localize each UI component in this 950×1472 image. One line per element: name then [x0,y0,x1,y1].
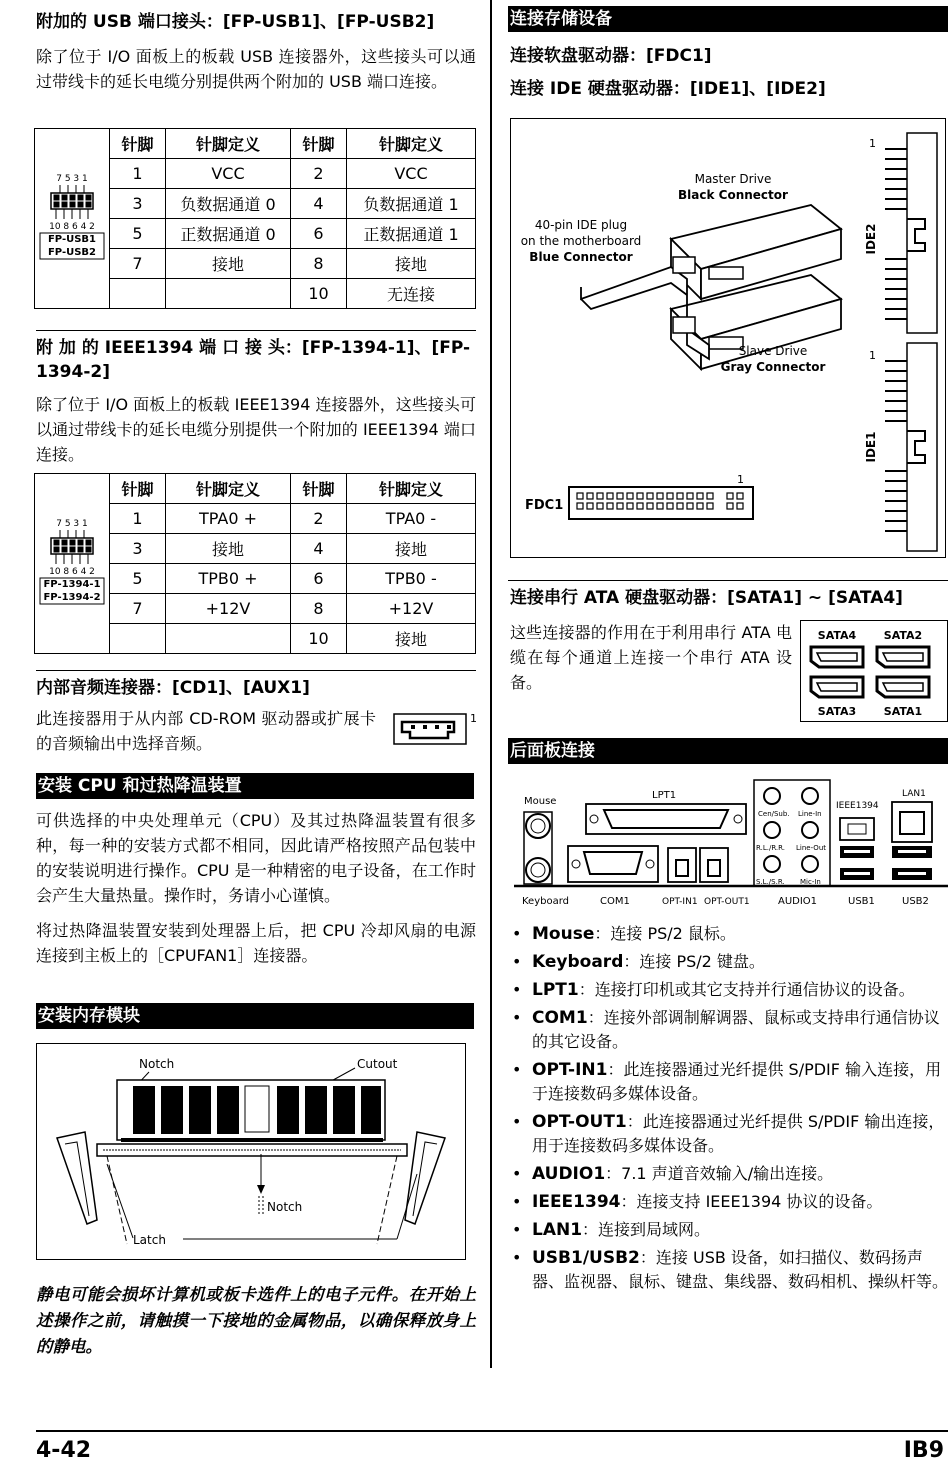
fdc-pin [597,493,603,499]
memory-diagram [36,1043,466,1260]
rp-linein: Line-In [798,810,822,818]
fdc-pin [627,493,633,499]
item-name: IEEE1394 [532,1192,621,1212]
memory-warning: 静电可能会损坏计算机或板卡选件上的电子元件。在开始上述操作之前，请触摸一下接地的金属物品，以确保释放身上的静电。 [36,1285,476,1356]
fdc-pin [617,493,623,499]
rp-optin: OPT-IN1 [662,897,698,907]
sata-label-4: SATA4 [817,629,857,642]
item-desc: ：连接 PS/2 键盘。 [623,952,765,971]
item-desc: ：连接到局域网。 [582,1220,711,1239]
fdc-pin [687,503,693,509]
product-name: IB9 [903,1438,944,1463]
memory-notch-bottom: Notch [267,1200,303,1214]
item-desc: ：7.1 声道音效输入/输出连接。 [605,1164,834,1183]
item-name: COM1 [532,1008,588,1028]
cell: TPB0 - [347,564,476,594]
ieee-th-pin2: 针脚 [291,474,347,504]
cell: 接地 [347,624,476,654]
cpu-heading: 安装 CPU 和过热降温装置 [36,773,474,799]
rear-panel-diagram [514,776,948,908]
list-item [508,1246,948,1294]
usb-th-pin2: 针脚 [291,129,347,159]
fdc-pin [727,503,733,509]
cell: TPA0 + [166,504,291,534]
rp-usb2: USB2 [902,896,929,907]
item-name: USB1/USB2 [532,1248,640,1268]
rp-censub: Cen/Sub. [758,810,790,818]
fdc-pin [697,503,703,509]
ieee-pin-table [34,473,476,654]
item-name: LAN1 [532,1220,583,1240]
floppy-heading: 连接软盘驱动器：[FDC1] [510,46,712,66]
cell: 1 [110,504,166,534]
list-item [508,978,948,1002]
ieee-th-pin1: 针脚 [110,474,166,504]
cell [110,624,166,654]
cpu-text2: 将过热降温装置安装到处理器上后，把 CPU 冷却风扇的电源连接到主板上的［CPUFAN1］连接器。 [36,921,476,965]
fdc-pin [637,493,643,499]
audio-heading: 内部音频连接器：[CD1]、[AUX1] [36,678,310,698]
list-item [508,1110,948,1158]
fdc-pin [607,503,613,509]
cell: +12V [166,594,291,624]
fdc-pin [597,503,603,509]
list-item [508,922,948,946]
cell: 8 [291,249,347,279]
cell: 1 [110,159,166,189]
ide-slave1: Slave Drive [738,344,808,358]
cell: 接地 [347,534,476,564]
item-desc: ：此连接器通过光纤提供 S/PDIF 输入连接，用于连接数码多媒体设备。 [532,1060,942,1103]
list-item [508,1190,948,1214]
fdc-pin [667,503,673,509]
ide-diagram [510,118,946,558]
fdc-label: FDC1 [525,498,564,513]
fdc-pin [707,503,713,509]
item-desc: ：连接外部调制解调器、鼠标或支持串行通信协议的其它设备。 [532,1008,940,1051]
sata-label-1: SATA1 [883,705,923,718]
cd-connector-icon [392,708,476,748]
rp-mouse: Mouse [524,796,557,807]
rp-keyboard: Keyboard [522,896,570,907]
rp-rlrr: R.L./R.R. [756,844,786,852]
item-name: Mouse [532,924,595,944]
cell: 3 [110,534,166,564]
cell: 10 [291,624,347,654]
rule [36,330,476,331]
ide-plug2: on the motherboard [520,234,642,248]
fdc-pin [667,493,673,499]
cell: 6 [291,219,347,249]
ieee-name1: FP-1394-1 [43,578,101,590]
item-name: OPT-IN1 [532,1060,608,1080]
ide-pin1b: 1 [869,349,876,362]
ieee-th-def1: 针脚定义 [166,474,291,504]
item-name: LPT1 [532,980,579,1000]
list-item [508,1058,948,1106]
fdc-pin [657,503,663,509]
fdc-pin [727,493,733,499]
rule [36,670,476,671]
cell: 10 [291,279,347,309]
cell: 5 [110,219,166,249]
fdc-pin [627,503,633,509]
footer-rule [36,1430,948,1432]
list-item [508,1162,948,1186]
cell: 负数据通道 0 [166,189,291,219]
fdc-pin [697,493,703,499]
cell: TPB0 + [166,564,291,594]
cell: 无连接 [347,279,476,309]
cell: VCC [347,159,476,189]
fdc-pin [607,493,613,499]
cell: 接地 [347,249,476,279]
rp-ieee1394: IEEE1394 [836,801,879,811]
sata-diagram [800,620,948,722]
sata-text: 这些连接器的作用在于利用串行 ATA 电缆在每个通道上连接一个串行 ATA 设备。 [510,623,792,692]
usb-th-def2: 针脚定义 [347,129,476,159]
cell: 2 [291,159,347,189]
ide-pin1a: 1 [869,137,876,150]
fdc-pin [677,503,683,509]
cell: 接地 [166,249,291,279]
fdc-pin [647,493,653,499]
storage-heading: 连接存储设备 [508,6,948,32]
fdc-pin [657,493,663,499]
cell: VCC [166,159,291,189]
fdc-pin [587,493,593,499]
ieee-heading: 附 加 的 IEEE1394 端 口 接 头：[FP-1394-1]、[FP-1394-2] [36,338,471,382]
usb-th-pin1: 针脚 [110,129,166,159]
rp-optout: OPT-OUT1 [704,897,750,907]
audio-pin-label: 1 [470,712,477,725]
cell: 正数据通道 0 [166,219,291,249]
list-item [508,1218,948,1242]
rp-slsr: S.L./S.R. [756,878,785,886]
cell: 4 [291,189,347,219]
fdc-pin [577,493,583,499]
item-desc: ：此连接器通过光纤提供 S/PDIF 输出连接，用于连接数码多媒体设备。 [532,1112,945,1155]
usb-text: 除了位于 I/O 面板上的板载 USB 连接器外，这些接头可以通过带线卡的延长电缆分别提供两个附加的 USB 端口连接。 [36,47,476,91]
cell: 负数据通道 1 [347,189,476,219]
cpu-text1: 可供选择的中央处理单元（CPU）及其过热降温装置有很多种，每一种的安装方式都不相同，因此请严格按照产品包装中的安装说明进行操作。CPU 是一种精密的电子设备，在工作时会产生大量热量。操作时，务请小心谨慎。 [36,811,476,905]
ide-master2: Black Connector [678,188,788,202]
memory-heading: 安装内存模块 [36,1003,474,1029]
sata-label-3: SATA3 [817,705,857,718]
usb-bottom-pins: 10 8 6 4 2 [49,221,95,232]
fdc-pin [647,503,653,509]
ide-master1: Master Drive [694,172,772,186]
fdc-pin [737,503,743,509]
ieee-pin-section [34,473,476,654]
ide-heading: 连接 IDE 硬盘驱动器：[IDE1]、[IDE2] [510,79,826,99]
usb-heading: 附加的 USB 端口接头：[FP-USB1]、[FP-USB2] [36,12,435,32]
item-desc: ：连接打印机或其它支持并行通信协议的设备。 [578,980,915,999]
cell: 4 [291,534,347,564]
column-divider [490,0,492,1368]
ide-plug1: 40-pin IDE plug [534,218,628,232]
page-number: 4-42 [36,1438,92,1463]
rp-usb1: USB1 [848,896,875,907]
rear-list [508,922,948,1298]
fdc-pin [707,493,713,499]
ieee-top-pins: 7 5 3 1 [56,518,88,529]
cell: 6 [291,564,347,594]
usb-pin-table [34,128,476,309]
ieee-header-diagram [35,474,110,654]
item-name: OPT-OUT1 [532,1112,627,1132]
fdc-pin [587,503,593,509]
cell: 2 [291,504,347,534]
audio-text: 此连接器用于从内部 CD-ROM 驱动器或扩展卡的音频输出中选择音频。 [36,709,376,753]
ide1-label: IDE1 [864,431,878,463]
ide-pin1c: 1 [737,473,744,486]
rp-lpt1: LPT1 [652,790,677,801]
fdc-pin [577,503,583,509]
ide-slave2: Gray Connector [720,360,826,374]
cell: 8 [291,594,347,624]
usb-name1: FP-USB1 [47,233,97,245]
cell [166,279,291,309]
item-desc: ：连接 PS/2 鼠标。 [594,924,736,943]
fdc-pin [617,503,623,509]
rp-lan1: LAN1 [902,789,926,799]
usb-th-def1: 针脚定义 [166,129,291,159]
item-name: AUDIO1 [532,1164,606,1184]
cell: +12V [347,594,476,624]
usb-name2: FP-USB2 [47,246,97,258]
cell: 7 [110,594,166,624]
cell: TPA0 - [347,504,476,534]
cell: 5 [110,564,166,594]
list-item [508,950,948,974]
rule [508,580,948,581]
usb-header-diagram [35,129,110,309]
item-name: Keyboard [532,952,624,972]
usb-pin-section [34,128,476,309]
fdc-pin [677,493,683,499]
cell: 7 [110,249,166,279]
item-desc: ：连接支持 IEEE1394 协议的设备。 [620,1192,883,1211]
usb-top-pins: 7 5 3 1 [56,173,88,184]
fdc-pin [637,503,643,509]
ieee-name2: FP-1394-2 [43,591,101,603]
memory-notch-top: Notch [139,1057,175,1071]
sata-label-2: SATA2 [883,629,923,642]
ieee-text: 除了位于 I/O 面板上的板载 IEEE1394 连接器外，这些接头可以通过带线卡的延长电缆分别提供一个附加的 IEEE1394 端口连接。 [36,395,476,464]
rp-audio1: AUDIO1 [778,896,818,907]
cell [110,279,166,309]
item-desc: ：连接 USB 设备，如扫描仪、数码扬声器、监视器、鼠标、键盘、集线器、数码相机、操纵杆等。 [532,1248,949,1291]
sata-heading: 连接串行 ATA 硬盘驱动器：[SATA1] ~ [SATA4] [510,588,903,608]
fdc-pin [737,493,743,499]
rp-micin: Mic-In [800,878,821,886]
ide-plug3: Blue Connector [529,250,633,264]
fdc-pin [687,493,693,499]
rp-com1: COM1 [600,896,630,907]
cell: 接地 [166,534,291,564]
cell: 3 [110,189,166,219]
memory-cutout: Cutout [357,1057,398,1071]
ieee-bottom-pins: 10 8 6 4 2 [49,566,95,577]
rp-lineout: Line-Out [796,844,826,852]
ide2-label: IDE2 [864,223,878,255]
cell: 正数据通道 1 [347,219,476,249]
rear-heading: 后面板连接 [508,738,948,764]
memory-latch: Latch [133,1233,166,1247]
list-item [508,1006,948,1054]
cell [166,624,291,654]
ieee-th-def2: 针脚定义 [347,474,476,504]
